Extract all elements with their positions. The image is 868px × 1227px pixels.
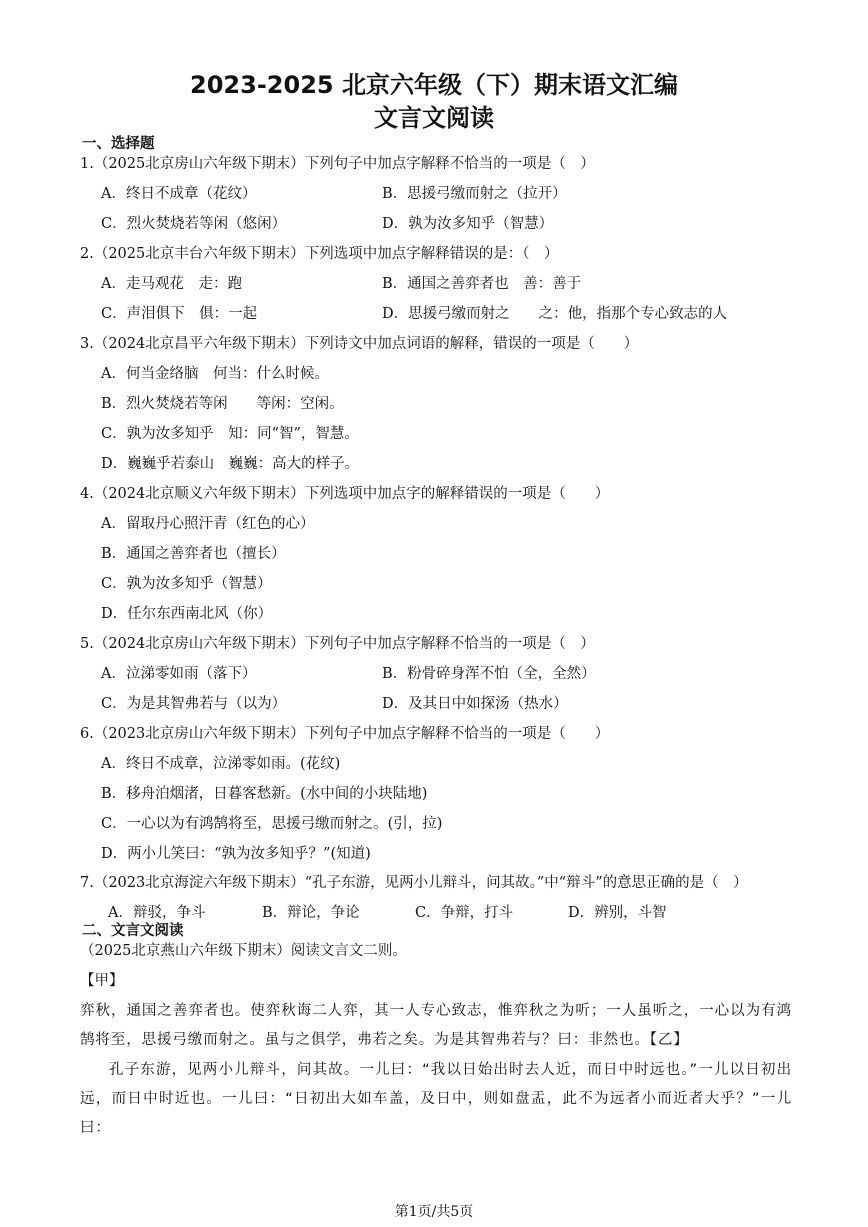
question-stem: 3.（2024北京昌平六年级下期末）下列诗文中加点词语的解释，错误的一项是（ ） xyxy=(80,336,639,352)
question-option: D．两小儿笑曰：“孰为汝多知乎？”(知道) xyxy=(101,846,371,862)
question-option: B．通国之善弈者也 善：善于 xyxy=(382,276,582,292)
question-option: B．辩论，争论 xyxy=(262,905,360,921)
section-heading-reading: 二、文言文阅读 xyxy=(82,923,184,939)
question-stem: 4.（2024北京顺义六年级下期末）下列选项中加点字的解释错误的一项是（ ） xyxy=(80,486,610,502)
question-option: D．孰为汝多知乎（智慧） xyxy=(382,216,554,232)
question-stem: 5.（2024北京房山六年级下期末）下列句子中加点字解释不恰当的一项是（ ） xyxy=(80,636,595,652)
question-option: B．思援弓缴而射之（拉开） xyxy=(382,186,567,202)
document-title: 2023-2025 北京六年级（下）期末语文汇编 xyxy=(190,71,678,99)
question-option: A．走马观花 走：跑 xyxy=(101,276,242,292)
question-stem: 1.（2025北京房山六年级下期末）下列句子中加点字解释不恰当的一项是（ ） xyxy=(80,156,595,172)
question-option: A．何当金络脑 何当：什么时候。 xyxy=(101,366,329,382)
question-stem: 7.（2023北京海淀六年级下期末）“孔子东游，见两小儿辩斗，问其故。”中“辩斗”的意思正确的是（ ） xyxy=(80,875,748,891)
question-option: C．争辩，打斗 xyxy=(415,905,514,921)
question-option: A．终日不成章（花纹） xyxy=(101,186,257,202)
question-option: D．辨别，斗智 xyxy=(568,905,667,921)
passage-label-jia: 【甲】 xyxy=(80,973,124,989)
question-option: B．移舟泊烟渚，日暮客愁新。(水中间的小块陆地) xyxy=(101,786,428,802)
question-option: D．及其日中如探汤（热水） xyxy=(382,696,568,712)
passage-yi: 孔子东游，见两小儿辩斗，问其故。一儿曰：“我以日始出时去人近，而日中时远也。”一儿以日初出远，而日中时近也。一儿曰：“日初出大如车盖，及日中，则如盘盂，此不为远者小而近者大乎？”一儿曰： xyxy=(80,1062,792,1136)
question-option: B．烈火焚烧若等闲 等闲：空闲。 xyxy=(101,396,344,412)
passage-jia: 弈秋，通国之善弈者也。使弈秋诲二人弈，其一人专心致志，惟弈秋之为听；一人虽听之，一心以为有鸿鹄将至，思援弓缴而射之。虽与之俱学，弗若之矣。为是其智弗若与？曰：非然也。【乙】 xyxy=(80,1003,792,1048)
document-subtitle: 文言文阅读 xyxy=(374,104,494,132)
question-option: C．为是其智弗若与（以为） xyxy=(101,696,287,712)
question-option: A．泣涕零如雨（落下） xyxy=(101,666,257,682)
reading-intro: （2025北京燕山六年级下期末）阅读文言文二则。 xyxy=(80,943,407,959)
question-option: C．孰为汝多知乎（智慧） xyxy=(101,576,272,592)
question-option: C．一心以为有鸿鹄将至，思援弓缴而射之。(引，拉) xyxy=(101,816,443,832)
question-option: B．通国之善弈者也（擅长） xyxy=(101,546,286,562)
question-option: D．巍巍乎若泰山 巍巍：高大的样子。 xyxy=(101,456,360,472)
question-option: B．粉骨碎身浑不怕（全，全然） xyxy=(382,666,596,682)
question-option: A．终日不成章，泣涕零如雨。(花纹) xyxy=(101,756,341,772)
question-option: D．任尔东西南北风（你） xyxy=(101,606,273,622)
question-option: D．思援弓缴而射之 之：他，指那个专心致志的人 xyxy=(382,306,728,322)
question-option: A．留取丹心照汗青（红色的心） xyxy=(101,516,315,532)
question-option: A．辩驳，争斗 xyxy=(108,905,206,921)
page-number: 第1页/共5页 xyxy=(394,1204,474,1220)
section-heading-choice: 一、选择题 xyxy=(82,136,155,152)
question-stem: 2.（2025北京丰台六年级下期末）下列选项中加点字解释错误的是：（ ） xyxy=(80,246,559,262)
question-option: C．烈火焚烧若等闲（悠闲） xyxy=(101,216,287,232)
question-option: C．声泪俱下 俱：一起 xyxy=(101,306,258,322)
question-option: C．孰为汝多知乎 知：同“智”，智慧。 xyxy=(101,426,359,442)
question-stem: 6.（2023北京房山六年级下期末）下列句子中加点字解释不恰当的一项是（ ） xyxy=(80,726,610,742)
